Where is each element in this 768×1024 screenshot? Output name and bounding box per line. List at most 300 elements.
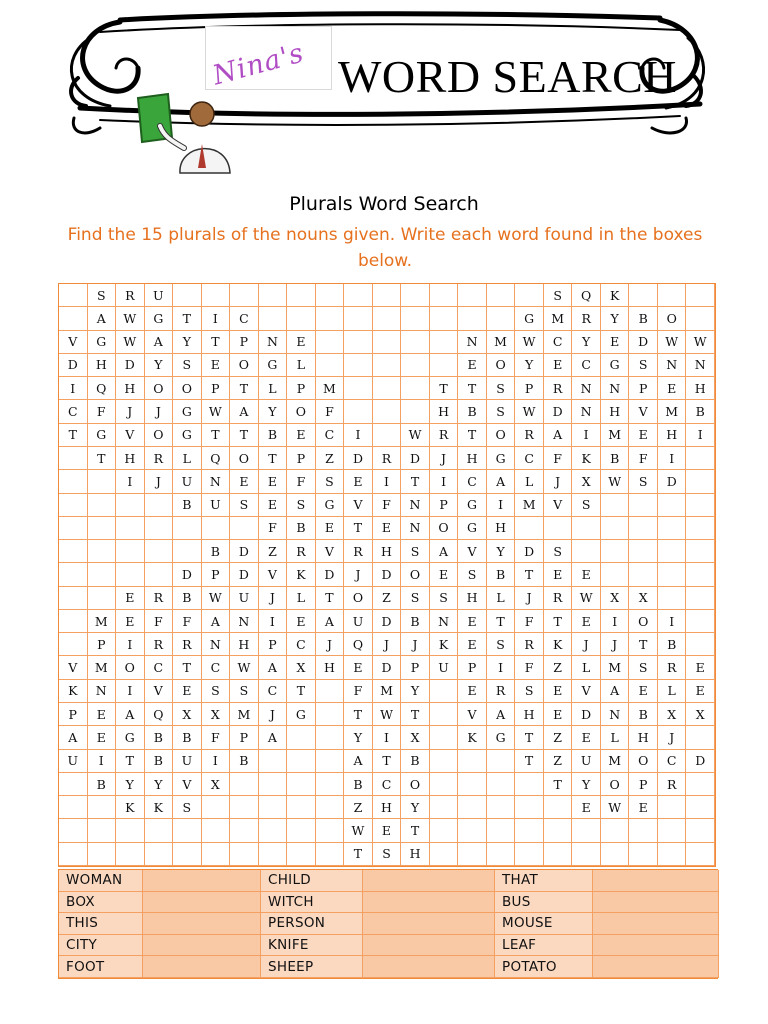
grid-cell: S xyxy=(202,680,231,703)
grid-cell: D xyxy=(515,540,544,563)
grid-cell: A xyxy=(230,400,259,423)
grid-cell xyxy=(487,773,516,796)
grid-cell: V xyxy=(116,424,145,447)
grid-cell: G xyxy=(88,424,117,447)
grid-cell xyxy=(373,400,402,423)
grid-cell: F xyxy=(145,610,174,633)
grid-cell: U xyxy=(202,494,231,517)
grid-cell: E xyxy=(686,680,715,703)
grid-cell: P xyxy=(458,656,487,679)
grid-cell: W xyxy=(202,400,231,423)
grid-cell: J xyxy=(544,470,573,493)
grid-cell xyxy=(572,843,601,866)
grid-cell xyxy=(88,796,117,819)
grid-cell xyxy=(230,796,259,819)
grid-cell xyxy=(686,470,715,493)
grid-cell: E xyxy=(116,610,145,633)
grid-cell: S xyxy=(88,284,117,307)
grid-cell: B xyxy=(401,750,430,773)
grid-cell xyxy=(59,307,88,330)
grid-cell: A xyxy=(487,470,516,493)
grid-cell: A xyxy=(59,726,88,749)
grid-cell: S xyxy=(230,494,259,517)
answer-box[interactable] xyxy=(363,892,495,914)
grid-cell: W xyxy=(601,796,630,819)
grid-cell: R xyxy=(658,656,687,679)
grid-cell: E xyxy=(287,424,316,447)
grid-cell xyxy=(658,494,687,517)
grid-cell: V xyxy=(458,703,487,726)
grid-cell: T xyxy=(173,307,202,330)
grid-cell: K xyxy=(145,796,174,819)
grid-cell: H xyxy=(629,726,658,749)
grid-cell xyxy=(59,633,88,656)
grid-cell xyxy=(487,796,516,819)
grid-cell: B xyxy=(601,447,630,470)
grid-cell: L xyxy=(173,447,202,470)
grid-cell: J xyxy=(316,633,345,656)
grid-cell xyxy=(686,726,715,749)
answer-box[interactable] xyxy=(363,935,495,957)
grid-cell: I xyxy=(116,633,145,656)
grid-cell: G xyxy=(458,517,487,540)
grid-cell xyxy=(173,843,202,866)
grid-cell xyxy=(373,354,402,377)
grid-cell: Q xyxy=(202,447,231,470)
grid-cell: N xyxy=(458,331,487,354)
grid-cell: E xyxy=(344,470,373,493)
letter-grid xyxy=(58,283,716,867)
grid-cell: W xyxy=(686,331,715,354)
grid-cell xyxy=(116,517,145,540)
grid-cell xyxy=(259,796,288,819)
grid-cell: V xyxy=(572,680,601,703)
grid-cell: T xyxy=(259,447,288,470)
grid-cell: J xyxy=(430,447,459,470)
grid-cell: E xyxy=(629,680,658,703)
grid-cell: M xyxy=(487,331,516,354)
grid-cell: E xyxy=(544,703,573,726)
grid-cell xyxy=(59,843,88,866)
grid-cell xyxy=(458,819,487,842)
grid-cell xyxy=(116,563,145,586)
grid-cell: C xyxy=(458,470,487,493)
noun-label: KNIFE xyxy=(261,935,363,957)
brand-logo xyxy=(205,26,332,90)
grid-cell: M xyxy=(316,377,345,400)
grid-cell: B xyxy=(629,703,658,726)
grid-cell xyxy=(487,843,516,866)
grid-cell: D xyxy=(344,447,373,470)
noun-label: THAT xyxy=(495,870,593,892)
answer-box[interactable] xyxy=(593,935,719,957)
grid-cell: E xyxy=(173,680,202,703)
grid-cell: I xyxy=(373,470,402,493)
grid-cell xyxy=(259,773,288,796)
grid-cell: E xyxy=(344,656,373,679)
grid-cell: T xyxy=(88,447,117,470)
grid-cell: G xyxy=(487,447,516,470)
grid-cell: P xyxy=(59,703,88,726)
grid-cell: W xyxy=(515,331,544,354)
answer-box[interactable] xyxy=(593,956,719,978)
header-banner xyxy=(60,8,710,183)
grid-cell xyxy=(259,750,288,773)
grid-cell xyxy=(116,494,145,517)
grid-cell: K xyxy=(458,726,487,749)
grid-cell: C xyxy=(145,656,174,679)
grid-cell: T xyxy=(401,703,430,726)
grid-cell: R xyxy=(344,540,373,563)
grid-cell: O xyxy=(116,656,145,679)
grid-cell xyxy=(686,517,715,540)
grid-cell: S xyxy=(401,540,430,563)
grid-cell xyxy=(59,773,88,796)
grid-cell: O xyxy=(487,424,516,447)
grid-cell: U xyxy=(230,587,259,610)
grid-cell: S xyxy=(544,540,573,563)
grid-cell: B xyxy=(686,400,715,423)
grid-cell: T xyxy=(487,610,516,633)
grid-cell: E xyxy=(572,563,601,586)
grid-cell: N xyxy=(658,354,687,377)
answer-box[interactable] xyxy=(143,956,261,978)
grid-cell xyxy=(316,331,345,354)
grid-cell: J xyxy=(601,633,630,656)
grid-cell xyxy=(544,819,573,842)
grid-cell: N xyxy=(430,610,459,633)
grid-cell: T xyxy=(230,424,259,447)
grid-cell xyxy=(145,517,174,540)
grid-cell: J xyxy=(401,633,430,656)
grid-cell: O xyxy=(401,563,430,586)
grid-cell: O xyxy=(344,587,373,610)
grid-cell xyxy=(686,610,715,633)
answer-box[interactable] xyxy=(593,892,719,914)
grid-cell: F xyxy=(515,656,544,679)
grid-cell: D xyxy=(59,354,88,377)
grid-cell: F xyxy=(344,680,373,703)
grid-cell: L xyxy=(572,656,601,679)
noun-label: PERSON xyxy=(261,913,363,935)
grid-cell: G xyxy=(515,307,544,330)
grid-cell: H xyxy=(116,447,145,470)
grid-cell: W xyxy=(373,703,402,726)
grid-cell: G xyxy=(458,494,487,517)
grid-cell: Y xyxy=(145,773,174,796)
grid-cell xyxy=(344,331,373,354)
grid-cell: A xyxy=(430,540,459,563)
grid-cell: N xyxy=(601,377,630,400)
grid-cell xyxy=(658,843,687,866)
grid-cell: B xyxy=(173,587,202,610)
grid-cell: E xyxy=(373,517,402,540)
grid-cell xyxy=(373,377,402,400)
grid-cell: O xyxy=(601,773,630,796)
grid-cell xyxy=(601,540,630,563)
grid-cell xyxy=(544,843,573,866)
grid-cell xyxy=(430,726,459,749)
grid-cell: M xyxy=(88,610,117,633)
grid-cell xyxy=(401,331,430,354)
grid-cell: T xyxy=(230,377,259,400)
grid-cell: S xyxy=(629,656,658,679)
grid-cell: E xyxy=(259,470,288,493)
answer-box[interactable] xyxy=(143,935,261,957)
grid-cell: J xyxy=(658,726,687,749)
grid-cell: J xyxy=(145,400,174,423)
grid-cell: H xyxy=(458,447,487,470)
grid-cell: H xyxy=(373,796,402,819)
grid-cell: M xyxy=(230,703,259,726)
grid-cell: M xyxy=(373,680,402,703)
grid-cell: E xyxy=(572,726,601,749)
grid-cell: R xyxy=(572,307,601,330)
grid-cell: K xyxy=(287,563,316,586)
grid-cell xyxy=(287,726,316,749)
grid-cell: K xyxy=(601,284,630,307)
grid-cell: Z xyxy=(259,540,288,563)
grid-cell xyxy=(458,750,487,773)
grid-cell: I xyxy=(658,447,687,470)
grid-cell: T xyxy=(544,773,573,796)
grid-cell xyxy=(686,796,715,819)
grid-cell: T xyxy=(515,750,544,773)
grid-cell xyxy=(316,726,345,749)
grid-cell: R xyxy=(145,587,174,610)
grid-cell xyxy=(287,796,316,819)
grid-cell xyxy=(629,284,658,307)
grid-cell: E xyxy=(287,610,316,633)
grid-cell: Z xyxy=(544,656,573,679)
grid-cell xyxy=(515,517,544,540)
grid-cell xyxy=(458,307,487,330)
grid-cell: J xyxy=(373,633,402,656)
grid-cell: I xyxy=(59,377,88,400)
grid-cell: X xyxy=(629,587,658,610)
grid-cell: X xyxy=(686,703,715,726)
grid-cell xyxy=(116,843,145,866)
grid-cell: Q xyxy=(572,284,601,307)
grid-cell: Y xyxy=(116,773,145,796)
answer-box[interactable] xyxy=(593,870,719,892)
grid-cell: X xyxy=(287,656,316,679)
grid-cell: A xyxy=(202,610,231,633)
grid-cell: I xyxy=(572,424,601,447)
grid-cell xyxy=(88,843,117,866)
noun-label: POTATO xyxy=(495,956,593,978)
answer-box[interactable] xyxy=(363,870,495,892)
grid-cell: F xyxy=(544,447,573,470)
grid-cell: I xyxy=(259,610,288,633)
grid-cell xyxy=(629,517,658,540)
grid-cell: T xyxy=(401,819,430,842)
noun-label: SHEEP xyxy=(261,956,363,978)
grid-cell: U xyxy=(145,284,174,307)
grid-cell xyxy=(59,796,88,819)
grid-cell: O xyxy=(145,424,174,447)
grid-cell: A xyxy=(316,610,345,633)
grid-cell: E xyxy=(629,424,658,447)
answer-box[interactable] xyxy=(363,956,495,978)
grid-cell: R xyxy=(658,773,687,796)
grid-cell: D xyxy=(173,563,202,586)
grid-cell xyxy=(88,470,117,493)
grid-cell xyxy=(287,843,316,866)
grid-cell xyxy=(59,819,88,842)
grid-cell xyxy=(629,563,658,586)
grid-cell xyxy=(373,284,402,307)
grid-cell: Y xyxy=(601,307,630,330)
grid-cell: E xyxy=(88,726,117,749)
grid-cell xyxy=(259,843,288,866)
grid-cell xyxy=(88,540,117,563)
grid-cell: P xyxy=(287,447,316,470)
grid-cell xyxy=(259,307,288,330)
answer-box[interactable] xyxy=(593,913,719,935)
grid-cell: H xyxy=(658,424,687,447)
grid-cell xyxy=(601,843,630,866)
grid-cell xyxy=(145,540,174,563)
grid-cell: V xyxy=(316,540,345,563)
grid-cell xyxy=(316,796,345,819)
grid-cell: T xyxy=(287,680,316,703)
grid-cell: E xyxy=(686,656,715,679)
grid-cell: U xyxy=(344,610,373,633)
grid-cell: Z xyxy=(544,726,573,749)
grid-cell: X xyxy=(601,587,630,610)
grid-cell: B xyxy=(145,726,174,749)
grid-cell: Y xyxy=(515,354,544,377)
grid-cell: F xyxy=(88,400,117,423)
grid-cell: B xyxy=(401,610,430,633)
grid-cell xyxy=(401,377,430,400)
grid-cell: D xyxy=(401,447,430,470)
grid-cell: E xyxy=(544,354,573,377)
grid-cell: I xyxy=(202,750,231,773)
grid-cell: D xyxy=(116,354,145,377)
grid-cell: Z xyxy=(344,796,373,819)
grid-cell xyxy=(515,843,544,866)
grid-cell: S xyxy=(515,680,544,703)
grid-cell: S xyxy=(373,843,402,866)
grid-cell: D xyxy=(230,540,259,563)
grid-cell xyxy=(173,284,202,307)
grid-cell xyxy=(344,377,373,400)
grid-cell: T xyxy=(116,750,145,773)
grid-cell xyxy=(173,517,202,540)
grid-cell xyxy=(658,284,687,307)
grid-cell: H xyxy=(686,377,715,400)
grid-cell: N xyxy=(230,610,259,633)
grid-cell xyxy=(515,796,544,819)
answer-box[interactable] xyxy=(143,913,261,935)
grid-cell: J xyxy=(259,587,288,610)
grid-cell: K xyxy=(544,633,573,656)
puzzle-title: Plurals Word Search xyxy=(289,193,479,215)
grid-cell: O xyxy=(173,377,202,400)
answer-box[interactable] xyxy=(143,870,261,892)
noun-label: BOX xyxy=(59,892,143,914)
grid-cell xyxy=(373,307,402,330)
grid-cell xyxy=(572,540,601,563)
grid-cell: U xyxy=(572,750,601,773)
grid-cell xyxy=(287,750,316,773)
grid-cell: C xyxy=(230,307,259,330)
grid-cell: E xyxy=(316,517,345,540)
answer-box[interactable] xyxy=(143,892,261,914)
grid-cell: T xyxy=(544,610,573,633)
grid-cell xyxy=(344,284,373,307)
grid-cell: H xyxy=(458,587,487,610)
grid-cell: U xyxy=(173,470,202,493)
grid-cell: K xyxy=(572,447,601,470)
grid-cell: T xyxy=(458,377,487,400)
grid-cell xyxy=(373,424,402,447)
grid-cell: T xyxy=(344,703,373,726)
grid-cell xyxy=(230,819,259,842)
grid-cell xyxy=(316,680,345,703)
grid-cell: B xyxy=(173,726,202,749)
grid-cell: B xyxy=(658,633,687,656)
grid-cell: S xyxy=(544,284,573,307)
grid-cell: O xyxy=(230,447,259,470)
grid-cell xyxy=(230,284,259,307)
grid-cell: C xyxy=(316,424,345,447)
grid-cell: P xyxy=(515,377,544,400)
grid-cell: C xyxy=(373,773,402,796)
grid-cell xyxy=(145,843,174,866)
grid-cell xyxy=(515,773,544,796)
grid-cell: R xyxy=(145,633,174,656)
brand-text: Nina's xyxy=(209,37,308,92)
grid-cell: E xyxy=(544,680,573,703)
grid-cell xyxy=(344,400,373,423)
grid-cell xyxy=(601,819,630,842)
grid-cell: N xyxy=(572,400,601,423)
grid-cell xyxy=(458,773,487,796)
grid-cell: G xyxy=(173,424,202,447)
grid-cell: B xyxy=(88,773,117,796)
grid-cell: S xyxy=(173,796,202,819)
grid-cell: T xyxy=(59,424,88,447)
grid-cell xyxy=(686,819,715,842)
noun-label: MOUSE xyxy=(495,913,593,935)
grid-cell xyxy=(515,819,544,842)
answer-box[interactable] xyxy=(363,913,495,935)
grid-cell: G xyxy=(145,307,174,330)
grid-cell: O xyxy=(629,610,658,633)
grid-cell: L xyxy=(487,587,516,610)
grid-cell: G xyxy=(601,354,630,377)
grid-cell: P xyxy=(259,633,288,656)
grid-cell: O xyxy=(487,354,516,377)
grid-cell: F xyxy=(373,494,402,517)
grid-cell xyxy=(430,354,459,377)
grid-cell: W xyxy=(344,819,373,842)
grid-cell xyxy=(430,773,459,796)
grid-cell: V xyxy=(344,494,373,517)
grid-cell: N xyxy=(601,703,630,726)
grid-cell: C xyxy=(202,656,231,679)
grid-cell: I xyxy=(487,494,516,517)
grid-cell: C xyxy=(572,354,601,377)
grid-cell: R xyxy=(430,424,459,447)
grid-cell: P xyxy=(202,377,231,400)
grid-cell xyxy=(344,307,373,330)
grid-cell xyxy=(287,284,316,307)
grid-cell xyxy=(629,843,658,866)
